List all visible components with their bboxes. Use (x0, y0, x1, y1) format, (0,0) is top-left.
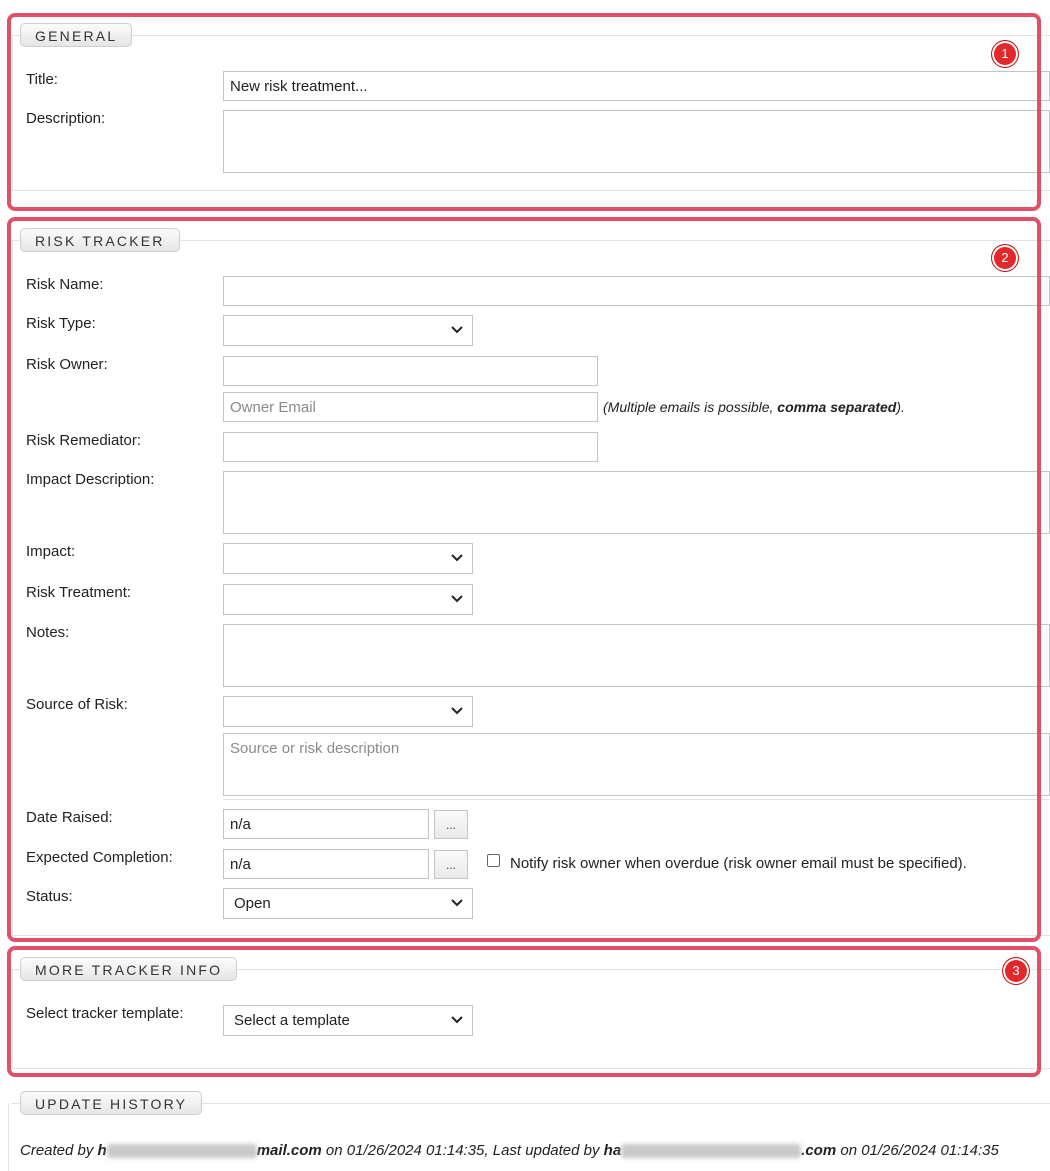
general-legend: GENERAL (20, 23, 132, 47)
chevron-down-icon (450, 585, 464, 614)
notify-owner-checkbox[interactable] (487, 854, 500, 867)
source-of-risk-select[interactable] (223, 696, 473, 727)
risk-type-select[interactable] (223, 315, 473, 346)
highlight-box-risk-tracker (7, 217, 1041, 942)
fieldset-border (12, 35, 1050, 36)
expected-completion-input[interactable] (223, 849, 429, 879)
source-description-textarea[interactable] (223, 733, 1050, 796)
hint-text: ). (896, 399, 905, 415)
description-textarea[interactable] (223, 110, 1050, 173)
chevron-down-icon (450, 697, 464, 726)
history-text: on 01/26/2024 01:14:35 (836, 1142, 999, 1159)
fieldset-border (12, 1068, 1050, 1069)
risk-treatment-select[interactable] (223, 584, 473, 615)
chevron-down-icon (450, 1006, 464, 1035)
notes-textarea[interactable] (223, 624, 1050, 687)
expected-completion-label: Expected Completion: (26, 849, 173, 866)
risk-name-input[interactable] (223, 276, 1050, 306)
updated-user: ha (603, 1142, 622, 1159)
title-input[interactable] (223, 71, 1050, 101)
notify-owner-label: Notify risk owner when overdue (risk owner email must be specified). (510, 855, 967, 872)
risk-name-label: Risk Name: (26, 276, 104, 293)
risk-remediator-label: Risk Remediator: (26, 432, 142, 449)
impact-select[interactable] (223, 543, 473, 574)
history-text: Created by (20, 1142, 98, 1159)
update-history-text (20, 1142, 999, 1159)
chevron-down-icon (450, 316, 464, 345)
risk-owner-input[interactable] (223, 356, 598, 386)
history-text: on 01/26/2024 01:14:35, Last updated by (321, 1142, 604, 1159)
fieldset-border (12, 969, 13, 1069)
impact-description-label: Impact Description: (26, 471, 155, 488)
impact-description-textarea[interactable] (223, 471, 1050, 534)
annotation-badge-1: 1 (991, 40, 1019, 68)
template-label: Select tracker template: (26, 1005, 184, 1022)
risk-remediator-input[interactable] (223, 432, 598, 462)
hint-bold-text: comma separated (777, 399, 897, 415)
risk-tracker-legend: RISK TRACKER (20, 228, 180, 252)
fieldset-border (12, 935, 1050, 936)
fieldset-border (8, 1103, 9, 1171)
notes-label: Notes: (26, 624, 70, 641)
status-select[interactable] (223, 888, 473, 919)
created-user-domain: mail.com (256, 1142, 322, 1159)
template-select[interactable] (223, 1005, 473, 1036)
date-raised-input[interactable] (223, 809, 429, 839)
owner-email-input[interactable] (223, 392, 598, 422)
title-label: Title: (26, 71, 58, 88)
status-label: Status: (26, 888, 73, 905)
redacted-email (621, 1144, 801, 1158)
date-raised-label: Date Raised: (26, 809, 113, 826)
fieldset-border (12, 240, 13, 936)
risk-owner-label: Risk Owner: (26, 356, 108, 373)
owner-email-hint (603, 399, 905, 415)
fieldset-border (12, 190, 1050, 191)
chevron-down-icon (450, 544, 464, 573)
status-selected-value: Open (234, 895, 271, 912)
chevron-down-icon (450, 889, 464, 918)
redacted-email (107, 1144, 257, 1158)
impact-label: Impact: (26, 543, 76, 560)
risk-type-label: Risk Type: (26, 315, 96, 332)
updated-user-domain: .com (801, 1142, 837, 1159)
annotation-badge-3: 3 (1002, 957, 1030, 985)
update-history-legend: UPDATE HISTORY (20, 1091, 202, 1115)
expected-completion-picker-button[interactable]: ... (434, 850, 468, 879)
hint-text: (Multiple emails is possible, (603, 399, 778, 415)
fieldset-border (12, 35, 13, 191)
source-of-risk-label: Source of Risk: (26, 696, 128, 713)
template-selected-value: Select a template (234, 1012, 350, 1029)
risk-treatment-label: Risk Treatment: (26, 584, 132, 601)
description-label: Description: (26, 110, 106, 127)
annotation-badge-2: 2 (991, 244, 1019, 272)
created-user: h (97, 1142, 107, 1159)
divider (223, 799, 1050, 800)
date-raised-picker-button[interactable]: ... (434, 810, 468, 839)
more-tracker-info-legend: MORE TRACKER INFO (20, 957, 237, 981)
